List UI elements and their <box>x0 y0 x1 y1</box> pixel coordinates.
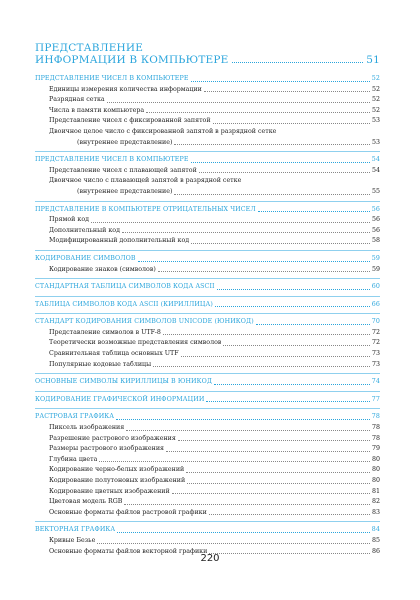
toc-entry-page: 81 <box>371 487 380 495</box>
toc-entry-page: 59 <box>371 254 380 262</box>
toc-entry[interactable] <box>35 127 380 138</box>
leader-dots <box>107 102 370 103</box>
toc-entry-title: Кодирование полутоновых изображений <box>49 477 186 484</box>
leader-dots <box>158 271 370 272</box>
toc-entry[interactable] <box>35 176 380 187</box>
toc-entry-title: Основные форматы файлов векторной графики <box>49 547 208 555</box>
section-divider <box>35 373 380 374</box>
leader-dots <box>191 162 370 163</box>
leader-dots <box>166 451 370 452</box>
toc-entry-page: 59 <box>371 265 380 273</box>
toc-entry[interactable] <box>35 265 380 276</box>
leader-dots <box>117 532 370 533</box>
toc-entry-page: 85 <box>371 536 380 544</box>
toc-section-entry[interactable] <box>35 205 380 216</box>
leader-dots <box>122 232 370 233</box>
toc-entry-page: 72 <box>371 328 380 336</box>
section-divider <box>35 296 380 297</box>
leader-dots <box>206 401 369 402</box>
toc-entry-page: 58 <box>371 237 380 245</box>
leader-dots <box>163 334 370 335</box>
toc-entry-page: 53 <box>371 138 380 146</box>
table-of-contents <box>35 74 380 557</box>
toc-entry-title: ТАБЛИЦА СИМВОЛОВ КОДА ASCII (КИРИЛЛИЦА) <box>35 300 213 308</box>
toc-entry-page: 84 <box>371 526 380 534</box>
toc-entry-page: 74 <box>371 378 380 386</box>
toc-entry[interactable] <box>35 476 380 487</box>
toc-entry-title: Разрядная сетка <box>49 96 105 104</box>
toc-entry-page: 66 <box>371 300 380 308</box>
toc-entry-title: Числа в памяти компьютера <box>49 106 145 114</box>
toc-entry-title: КОДИРОВАНИЕ СИМВОЛОВ <box>35 254 136 262</box>
chapter-title-line1: ПРЕДСТАВЛЕНИЕ <box>35 42 144 54</box>
toc-entry-title: Представление чисел с плавающей запятой <box>49 166 197 174</box>
toc-entry-page: 80 <box>371 455 380 463</box>
toc-entry-page: 83 <box>371 508 380 516</box>
toc-entry-page: 78 <box>371 413 380 421</box>
toc-entry[interactable] <box>35 349 380 360</box>
toc-entry-page: 78 <box>371 424 380 432</box>
toc-entry-title: ПРЕДСТАВЛЕНИЕ В КОМПЬЮТЕРЕ ОТРИЦАТЕЛЬНЫХ ЧИСЕЛ <box>35 205 256 213</box>
toc-entry-page: 54 <box>371 156 380 164</box>
toc-entry-title: Пиксель изображения <box>49 424 125 432</box>
chapter-page: 51 <box>366 54 380 66</box>
toc-entry-page: 72 <box>371 339 380 347</box>
toc-section-entry[interactable] <box>35 282 380 293</box>
toc-entry-title: Двоичное число с плавающей запятой в разрядной сетке <box>49 177 242 185</box>
toc-section-entry[interactable] <box>35 525 380 536</box>
toc-entry-title: Модифицированный дополнительный код <box>49 237 190 245</box>
toc-entry-page: 52 <box>371 106 380 114</box>
leader-dots <box>199 172 370 173</box>
toc-entry-page: 73 <box>371 360 380 368</box>
leader-dots <box>174 194 370 195</box>
section-divider <box>35 151 380 152</box>
toc-entry[interactable] <box>35 508 380 519</box>
toc-entry[interactable] <box>35 215 380 226</box>
toc-entry-page: 73 <box>371 350 380 358</box>
toc-entry-title: Прямой код <box>49 216 89 224</box>
chapter-title-line2-row <box>35 54 380 66</box>
leader-dots <box>172 493 370 494</box>
toc-entry[interactable] <box>35 536 380 547</box>
toc-entry-title: (внутреннее представление) <box>77 138 173 146</box>
toc-entry-page: 80 <box>371 466 380 474</box>
section-divider <box>35 391 380 392</box>
toc-entry-page: 77 <box>371 395 380 403</box>
toc-entry[interactable] <box>35 236 380 247</box>
section-divider <box>35 313 380 314</box>
toc-entry-title: Популярные кодовые таблицы <box>49 360 152 368</box>
toc-section-entry[interactable] <box>35 317 380 328</box>
toc-entry-page: 80 <box>371 477 380 484</box>
toc-entry[interactable] <box>35 328 380 339</box>
toc-entry-title: СТАНДАРТНАЯ ТАБЛИЦА СИМВОЛОВ КОДА ASCII <box>35 283 215 291</box>
toc-entry[interactable] <box>35 338 380 349</box>
toc-entry[interactable] <box>35 95 380 106</box>
leader-dots <box>223 345 370 346</box>
toc-entry[interactable] <box>35 465 380 476</box>
leader-dots <box>214 384 370 385</box>
toc-entry-page: 70 <box>371 318 380 326</box>
toc-section-entry[interactable] <box>35 395 380 406</box>
toc-entry[interactable] <box>35 423 380 434</box>
toc-entry-title: Глубина цвета <box>49 455 98 463</box>
leader-dots <box>178 440 370 441</box>
toc-entry-page: 60 <box>371 283 380 291</box>
toc-section-entry[interactable] <box>35 254 380 265</box>
toc-entry-page: 53 <box>371 117 380 125</box>
toc-entry-title: Основные форматы файлов растровой графики <box>49 508 207 516</box>
leader-dots <box>191 81 370 82</box>
toc-entry-title: Теоретически возможные представления символов <box>49 339 222 347</box>
toc-section-entry[interactable] <box>35 74 380 85</box>
leader-dots <box>187 483 370 484</box>
toc-entry-title: Представление символов в UTF-8 <box>49 328 161 336</box>
page-number: 220 <box>200 553 220 564</box>
toc-section-entry[interactable] <box>35 300 380 311</box>
toc-entry-title: Кодирование черно-белых изображений <box>49 466 185 474</box>
toc-entry-page: 54 <box>371 166 380 174</box>
leader-dots <box>258 211 370 212</box>
leader-dots <box>209 514 370 515</box>
toc-entry-title: Представление чисел с фиксированной запятой <box>49 117 211 125</box>
leader-dots <box>213 123 370 124</box>
leader-dots <box>97 543 370 544</box>
section-divider <box>35 201 380 202</box>
toc-entry-page: 56 <box>371 205 380 213</box>
toc-entry-title: Двоичное целое число с фиксированной запятой в разрядной сетке <box>49 127 277 135</box>
leader-dots <box>91 222 370 223</box>
toc-entry-page: 78 <box>371 434 380 442</box>
toc-entry[interactable] <box>35 138 380 149</box>
toc-entry[interactable] <box>35 85 380 96</box>
toc-entry-title: Единицы измерения количества информации <box>49 85 202 93</box>
toc-entry-title: ОСНОВНЫЕ СИМВОЛЫ КИРИЛЛИЦЫ В ЮНИКОД <box>35 378 213 386</box>
leader-dots <box>99 461 370 462</box>
toc-entry[interactable] <box>35 444 380 455</box>
toc-entry-title: Размеры растрового изображения <box>49 445 165 453</box>
chapter-title <box>35 42 380 66</box>
toc-entry[interactable] <box>35 116 380 127</box>
toc-entry-page: 52 <box>371 85 380 93</box>
leader-dots <box>215 306 370 307</box>
leader-dots <box>126 430 370 431</box>
toc-entry-page: 52 <box>371 75 380 82</box>
leader-dots <box>217 289 370 290</box>
toc-entry[interactable] <box>35 497 380 508</box>
toc-entry-title: РАСТРОВАЯ ГРАФИКА <box>35 413 115 421</box>
toc-entry[interactable] <box>35 166 380 177</box>
toc-entry-page: 56 <box>371 226 380 234</box>
section-divider <box>35 250 380 251</box>
section-divider <box>35 521 380 522</box>
toc-section-entry[interactable] <box>35 412 380 423</box>
toc-entry[interactable] <box>35 187 380 198</box>
toc-entry-page: 56 <box>371 216 380 224</box>
leader-dots <box>146 112 370 113</box>
leader-dots <box>181 356 370 357</box>
section-divider <box>35 408 380 409</box>
toc-entry-title: Кривые Безье <box>49 536 96 544</box>
leader-dots <box>174 144 370 145</box>
toc-entry-page: 52 <box>371 96 380 104</box>
toc-entry-page: 79 <box>371 445 380 453</box>
toc-entry-title: Кодирование знаков (символов) <box>49 265 156 273</box>
toc-section-entry[interactable] <box>35 377 380 388</box>
toc-entry[interactable] <box>35 487 380 498</box>
toc-entry[interactable] <box>35 226 380 237</box>
toc-entry-title: Дополнительный код <box>49 226 120 234</box>
section-divider <box>35 278 380 279</box>
toc-entry[interactable] <box>35 360 380 371</box>
leader-dots <box>191 243 370 244</box>
toc-entry-title: (внутреннее представление) <box>77 187 173 195</box>
toc-entry-page: 82 <box>371 498 380 506</box>
toc-entry-page: 86 <box>371 547 380 555</box>
toc-entry-title: Цветовая модель RGB <box>49 498 123 506</box>
leader-dots <box>153 366 370 367</box>
toc-entry-title: Кодирование цветных изображений <box>49 487 170 495</box>
toc-entry-title: ПРЕДСТАВЛЕНИЕ ЧИСЕЛ В КОМПЬЮТЕРЕ <box>35 156 189 164</box>
toc-section-entry[interactable] <box>35 155 380 166</box>
leader-dots <box>124 504 370 505</box>
toc-entry[interactable] <box>35 455 380 466</box>
toc-entry-title: ПРЕДСТАВЛЕНИЕ ЧИСЕЛ В КОМПЬЮТЕРЕ <box>35 75 189 82</box>
toc-entry-page: 55 <box>371 187 380 195</box>
toc-entry-title: ВЕКТОРНАЯ ГРАФИКА <box>35 526 116 534</box>
toc-entry[interactable] <box>35 106 380 117</box>
leader-dots <box>138 261 370 262</box>
leader-dots <box>256 324 370 325</box>
toc-entry-title: Разрешение растрового изображения <box>49 434 176 442</box>
toc-entry-title: Сравнительная таблица основных UTF <box>49 350 179 358</box>
leader-dots <box>204 91 370 92</box>
toc-entry[interactable] <box>35 434 380 445</box>
leader-dots <box>186 472 370 473</box>
toc-entry-title: КОДИРОВАНИЕ ГРАФИЧЕСКОЙ ИНФОРМАЦИИ <box>35 395 205 403</box>
leader-dots <box>116 419 370 420</box>
chapter-title-line2: ИНФОРМАЦИИ В КОМПЬЮТЕРЕ <box>35 54 229 66</box>
leader-dots <box>232 62 364 63</box>
toc-entry-title: СТАНДАРТ КОДИРОВАНИЯ СИМВОЛОВ UNICODE (ЮНИКОД) <box>35 318 254 326</box>
